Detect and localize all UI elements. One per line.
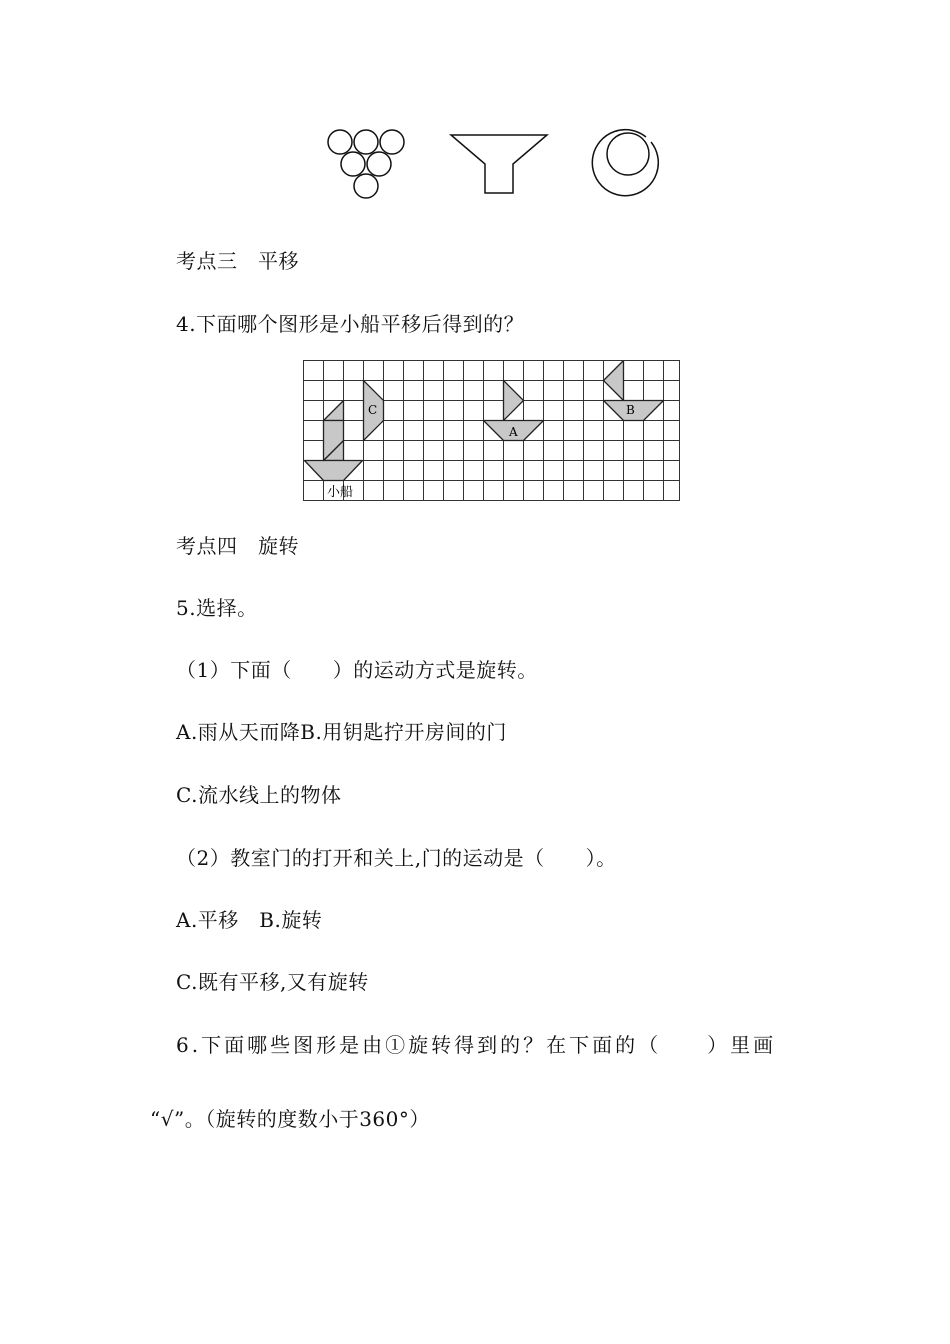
funnel-figure	[448, 132, 552, 196]
question-5-part2: （2）教室门的打开和关上,门的运动是（ ）。	[176, 846, 617, 870]
question-6-line2: “√”。（旋转的度数小于360°）	[150, 1107, 430, 1131]
question-5-part1: （1）下面（ ）的运动方式是旋转。	[176, 658, 538, 682]
label-a: A	[509, 425, 518, 439]
question-6-line1: 6.下面哪些图形是由①旋转得到的？在下面的（ ）里画	[176, 1033, 777, 1057]
label-b: B	[626, 403, 635, 417]
boat-hull	[305, 461, 363, 481]
nested-circles-figure	[584, 128, 660, 202]
question-5-part1-option-c: C.流水线上的物体	[176, 783, 342, 807]
label-c: C	[368, 403, 378, 417]
section4-heading: 考点四 旋转	[176, 534, 299, 558]
shape-b-sail	[604, 361, 624, 401]
shape-a-sail	[504, 381, 524, 421]
shape-c-sail	[324, 401, 344, 421]
boat-translation-grid	[303, 360, 683, 504]
circles-triangle-figure	[325, 128, 407, 204]
section3-heading: 考点三 平移	[176, 249, 299, 273]
question-5-title: 5.选择。	[176, 596, 258, 620]
question-5-part2-option-c: C.既有平移,又有旋转	[176, 970, 369, 994]
question-5-part1-options-ab: A.雨从天而降B.用钥匙拧开房间的门	[176, 720, 507, 744]
question-4: 4.下面哪个图形是小船平移后得到的？	[176, 312, 525, 336]
label-boat: 小船	[327, 485, 354, 500]
question-5-part2-options-ab: A.平移 B.旋转	[176, 908, 323, 932]
